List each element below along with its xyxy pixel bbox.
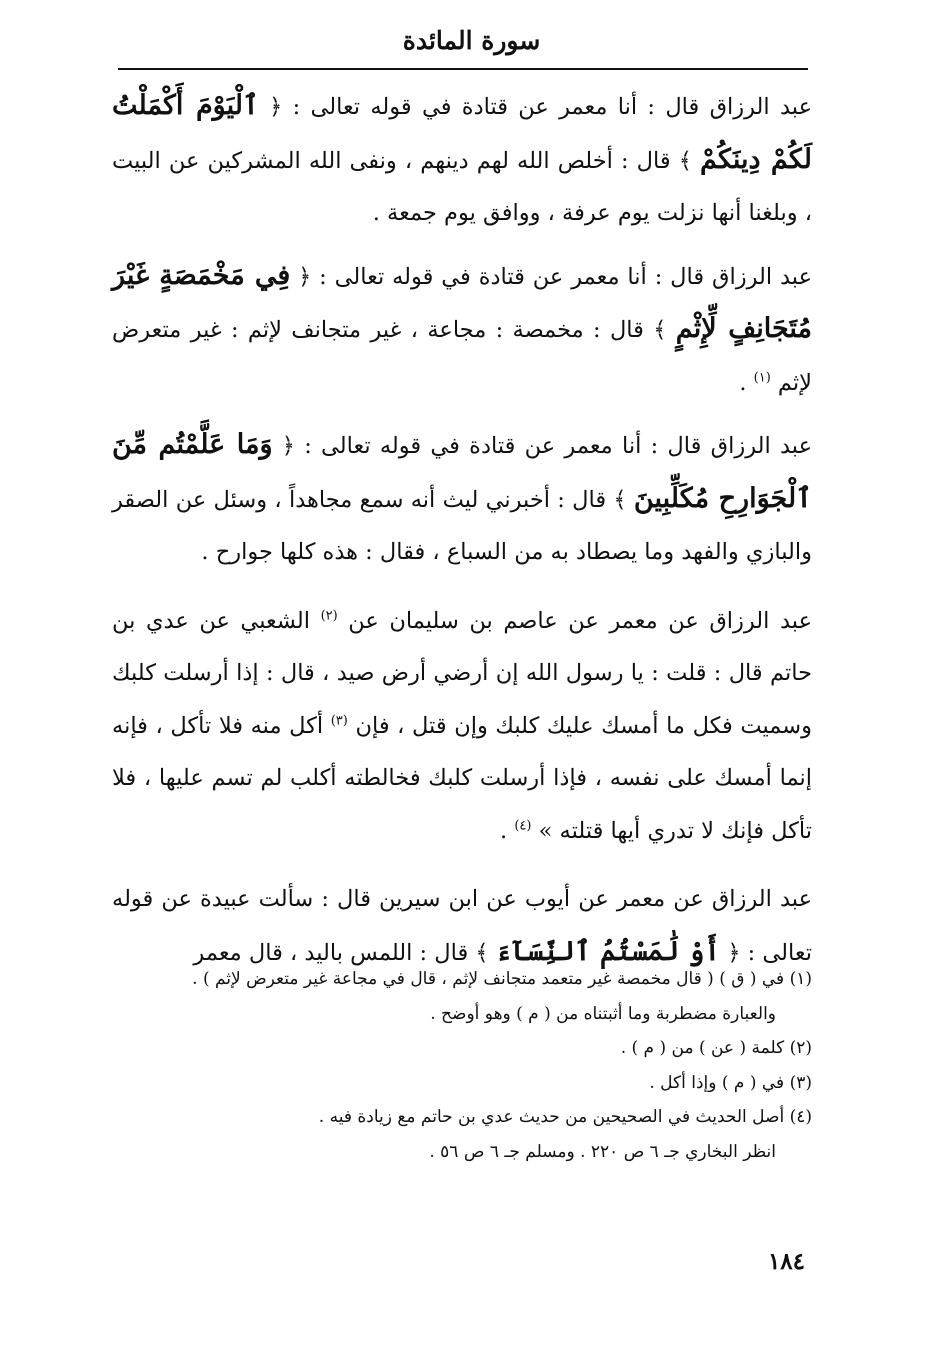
footnote-1-continuation: والعبارة مضطربة وما أثبتناه من ( م ) وهو أوضح . — [430, 1003, 776, 1024]
footnote-1: (١) في ( ق ) ( قال مخمصة غير متعمد متجانف لإثم ، قال في مجاعة غير متعرض لإثم ) . — [192, 969, 812, 989]
paragraph-2 — [112, 250, 812, 410]
paragraph-3-commentary: ﴾ قال : أخبرني ليث أنه سمع مجاهداً ، وسئل عن الصقر والبازي والفهد وما يصطاد به من السباع ، فقال : هذه كلها جوارح . — [112, 486, 812, 565]
paragraph-5-commentary: ﴾ قال : اللمس باليد ، قال معمر — [193, 939, 496, 966]
paragraph-3 — [112, 419, 812, 579]
paragraph-2-commentary: ﴾ قال : مخمصة : مجاعة ، غير متجانف لإثم : غير متعرض لإثم — [112, 317, 812, 396]
body-text — [112, 80, 812, 989]
paragraph-2-verse: فِي مَخْمَصَةٍ غَيْرَ مُتَجَانِفٍ لِّإِثْمٍ — [112, 259, 812, 344]
paragraph-3-intro: عبد الرزاق قال : أنا معمر عن قتادة في قوله تعالى : ﴿ — [272, 433, 812, 459]
footnote-2: (٢) كلمة ( عن ) من ( م ) . — [620, 1038, 812, 1058]
paragraph-4-part-3: أكل منه فلا تأكل ، فإنه إنما أمسك على نفسه ، فإذا أرسلت كلبك فخالطته أكلب لم تسم عليها ، فلا تأكل فإنك لا تدري أيها قتلته » — [112, 712, 812, 844]
paragraph-4 — [112, 595, 812, 858]
paragraph-5-intro: عبد الرزاق عن معمر عن أيوب عن ابن سيرين قال : سألت عبيدة عن قوله تعالى : ﴿ — [112, 886, 812, 966]
footnote-ref-1[interactable]: (١) — [753, 370, 771, 385]
footnote-3: (٣) في ( م ) وإذا أكل . — [649, 1072, 812, 1093]
paragraph-2-end: . — [739, 369, 754, 396]
footnote-ref-2[interactable]: (٢) — [320, 608, 338, 623]
footnote-ref-4[interactable]: (٤) — [514, 818, 532, 833]
paragraph-4-part-1: عبد الرزاق عن معمر عن عاصم بن سليمان عن — [348, 607, 812, 634]
paragraph-1-commentary: ﴾ قال : أخلص الله لهم دينهم ، ونفى الله المشركين عن البيت ، وبلغنا أنها نزلت يوم عرفة ، ووافق يوم جمعة . — [112, 147, 812, 226]
paragraph-4-part-2: الشعبي عن عدي بن حاتم قال : قلت : يا رسول الله إن أرضي أرض صيد ، قال : إذا أرسلت كلبك وسميت فكل ما أمسك عليك كلبك وإن قتل ، فإن — [112, 607, 812, 739]
header-rule — [118, 68, 808, 70]
page-number: ١٨٤ — [767, 1248, 805, 1275]
paragraph-4-end: . — [500, 817, 515, 844]
footnote-4: (٤) أصل الحديث في الصحيحين من حديث عدي بن حاتم مع زيادة فيه . — [318, 1107, 812, 1127]
paragraph-1-intro: عبد الرزاق قال : أنا معمر عن قتادة في قوله تعالى : ﴿ — [258, 94, 812, 120]
running-head: سورة المائدة — [402, 26, 541, 55]
paragraph-5-verse: أَوْ لَٰمَسْتُمُ ٱلنِّسَآءَ — [495, 935, 721, 967]
footnote-ref-3[interactable]: (٣) — [330, 713, 348, 728]
paragraph-1 — [112, 80, 812, 240]
footnotes — [112, 962, 812, 1169]
paragraph-3-verse: وَمَا عَلَّمْتُم مِّنَ ٱلْجَوَارِحِ مُكَلِّبِينَ — [112, 429, 812, 514]
paragraph-2-intro: عبد الرزاق قال : أنا معمر عن قتادة في قوله تعالى : ﴿ — [290, 263, 813, 290]
paragraph-1-verse: ٱلْيَوْمَ أَكْمَلْتُ لَكُمْ دِينَكُمْ — [112, 90, 812, 175]
footnote-4-continuation: انظر البخاري جـ ٦ ص ٢٢٠ . ومسلم جـ ٦ ص ٥٦ . — [429, 1141, 776, 1162]
